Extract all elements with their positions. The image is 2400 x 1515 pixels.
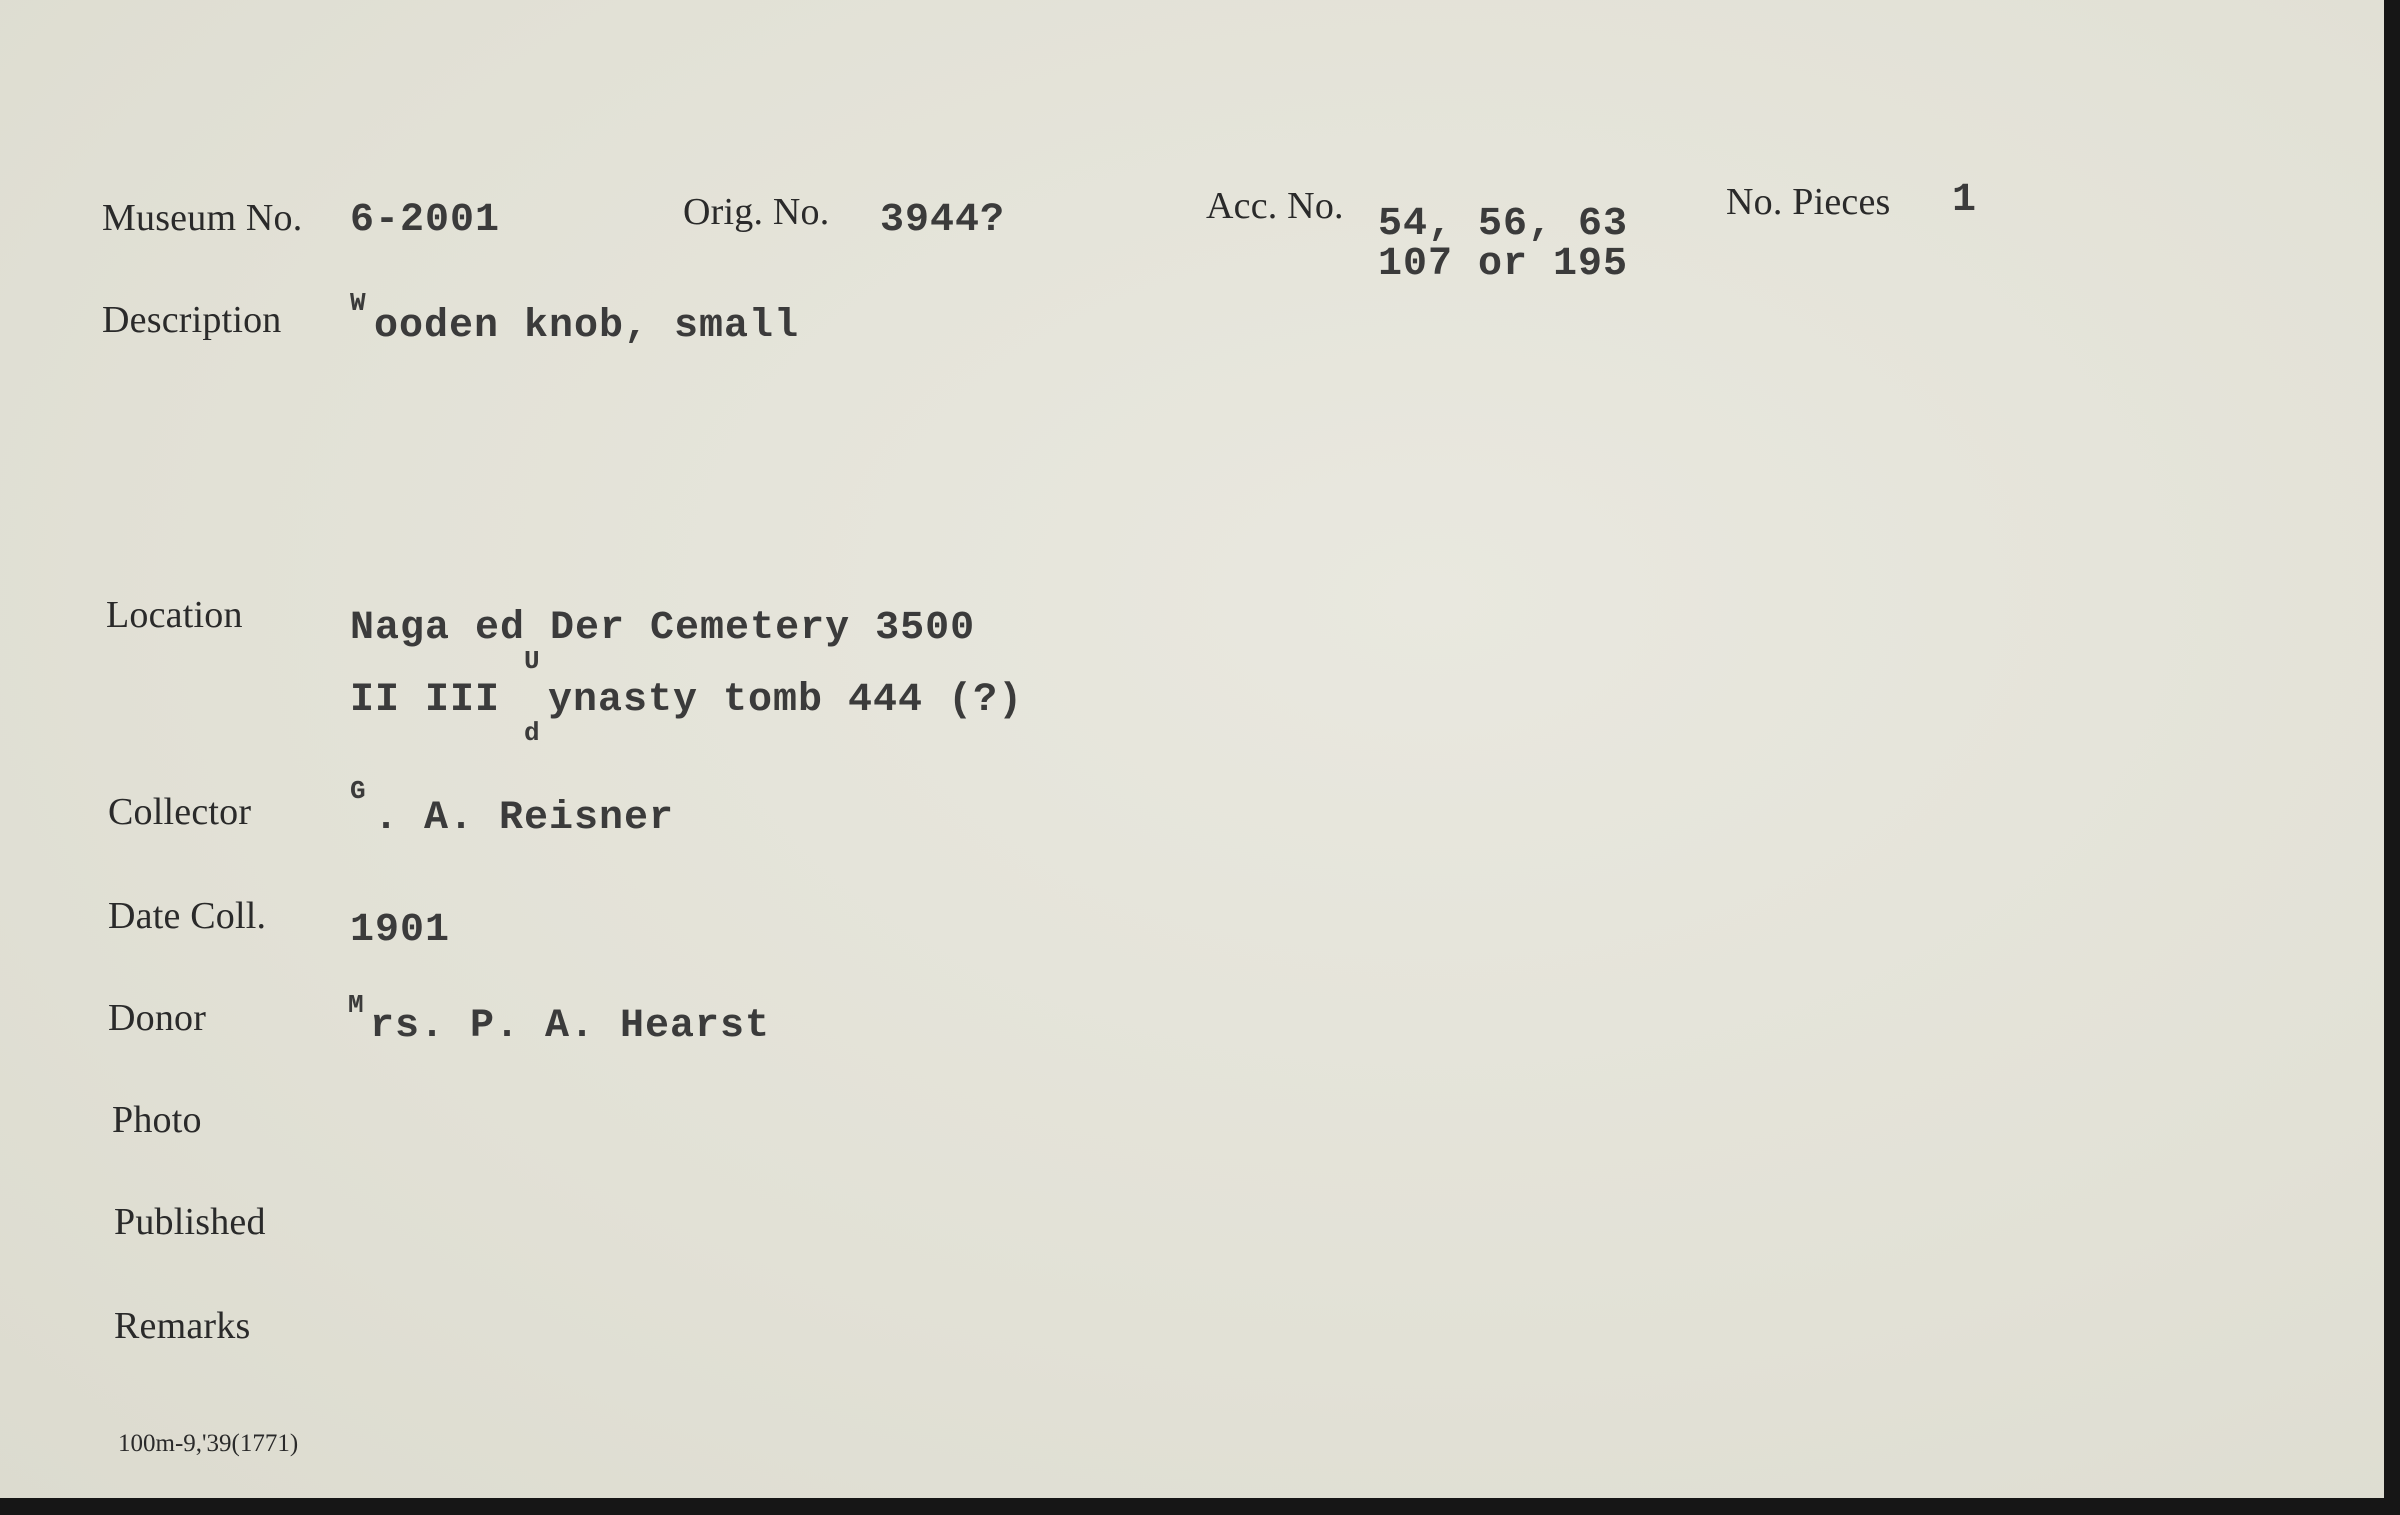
donor-label: Donor [108, 997, 207, 1039]
acc-no-value-line2: 107 or 195 [1378, 242, 1629, 287]
collector-label: Collector [108, 791, 252, 833]
date-coll-label: Date Coll. [108, 895, 267, 937]
scan-border-bottom [0, 1498, 2400, 1515]
photo-label: Photo [112, 1099, 202, 1141]
remarks-label: Remarks [114, 1305, 251, 1347]
location-insert-mark-top: U [524, 646, 540, 676]
collector-initial: G [350, 776, 366, 806]
location-insert-mark-bottom: d [524, 718, 540, 748]
description-value: ooden knob, small [374, 304, 800, 349]
museum-no-label: Museum No. [102, 197, 303, 239]
museum-no-value: 6-2001 [350, 198, 501, 243]
location-line2-part1: II III [350, 678, 501, 723]
orig-no-label: Orig. No. [683, 191, 830, 233]
description-initial: W [350, 288, 366, 318]
published-label: Published [114, 1201, 266, 1243]
donor-initial: M [348, 990, 364, 1020]
description-label: Description [102, 299, 282, 341]
acc-no-label: Acc. No. [1206, 185, 1344, 227]
print-code: 100m-9,'39(1771) [118, 1430, 299, 1457]
acc-no-value-line1: 54, 56, 63 [1378, 202, 1629, 247]
location-label: Location [106, 594, 243, 636]
date-coll-value: 1901 [350, 908, 451, 953]
donor-value: rs. P. A. Hearst [370, 1004, 771, 1049]
no-pieces-label: No. Pieces [1726, 181, 1891, 223]
orig-no-value: 3944? [880, 198, 1006, 243]
collector-value: . A. Reisner [374, 796, 675, 841]
location-line1: Naga ed Der Cemetery 3500 [350, 606, 976, 651]
scan-border-right [2384, 0, 2400, 1515]
no-pieces-value: 1 [1952, 178, 1978, 223]
location-line2-part2: ynasty tomb 444 (?) [548, 678, 1024, 723]
